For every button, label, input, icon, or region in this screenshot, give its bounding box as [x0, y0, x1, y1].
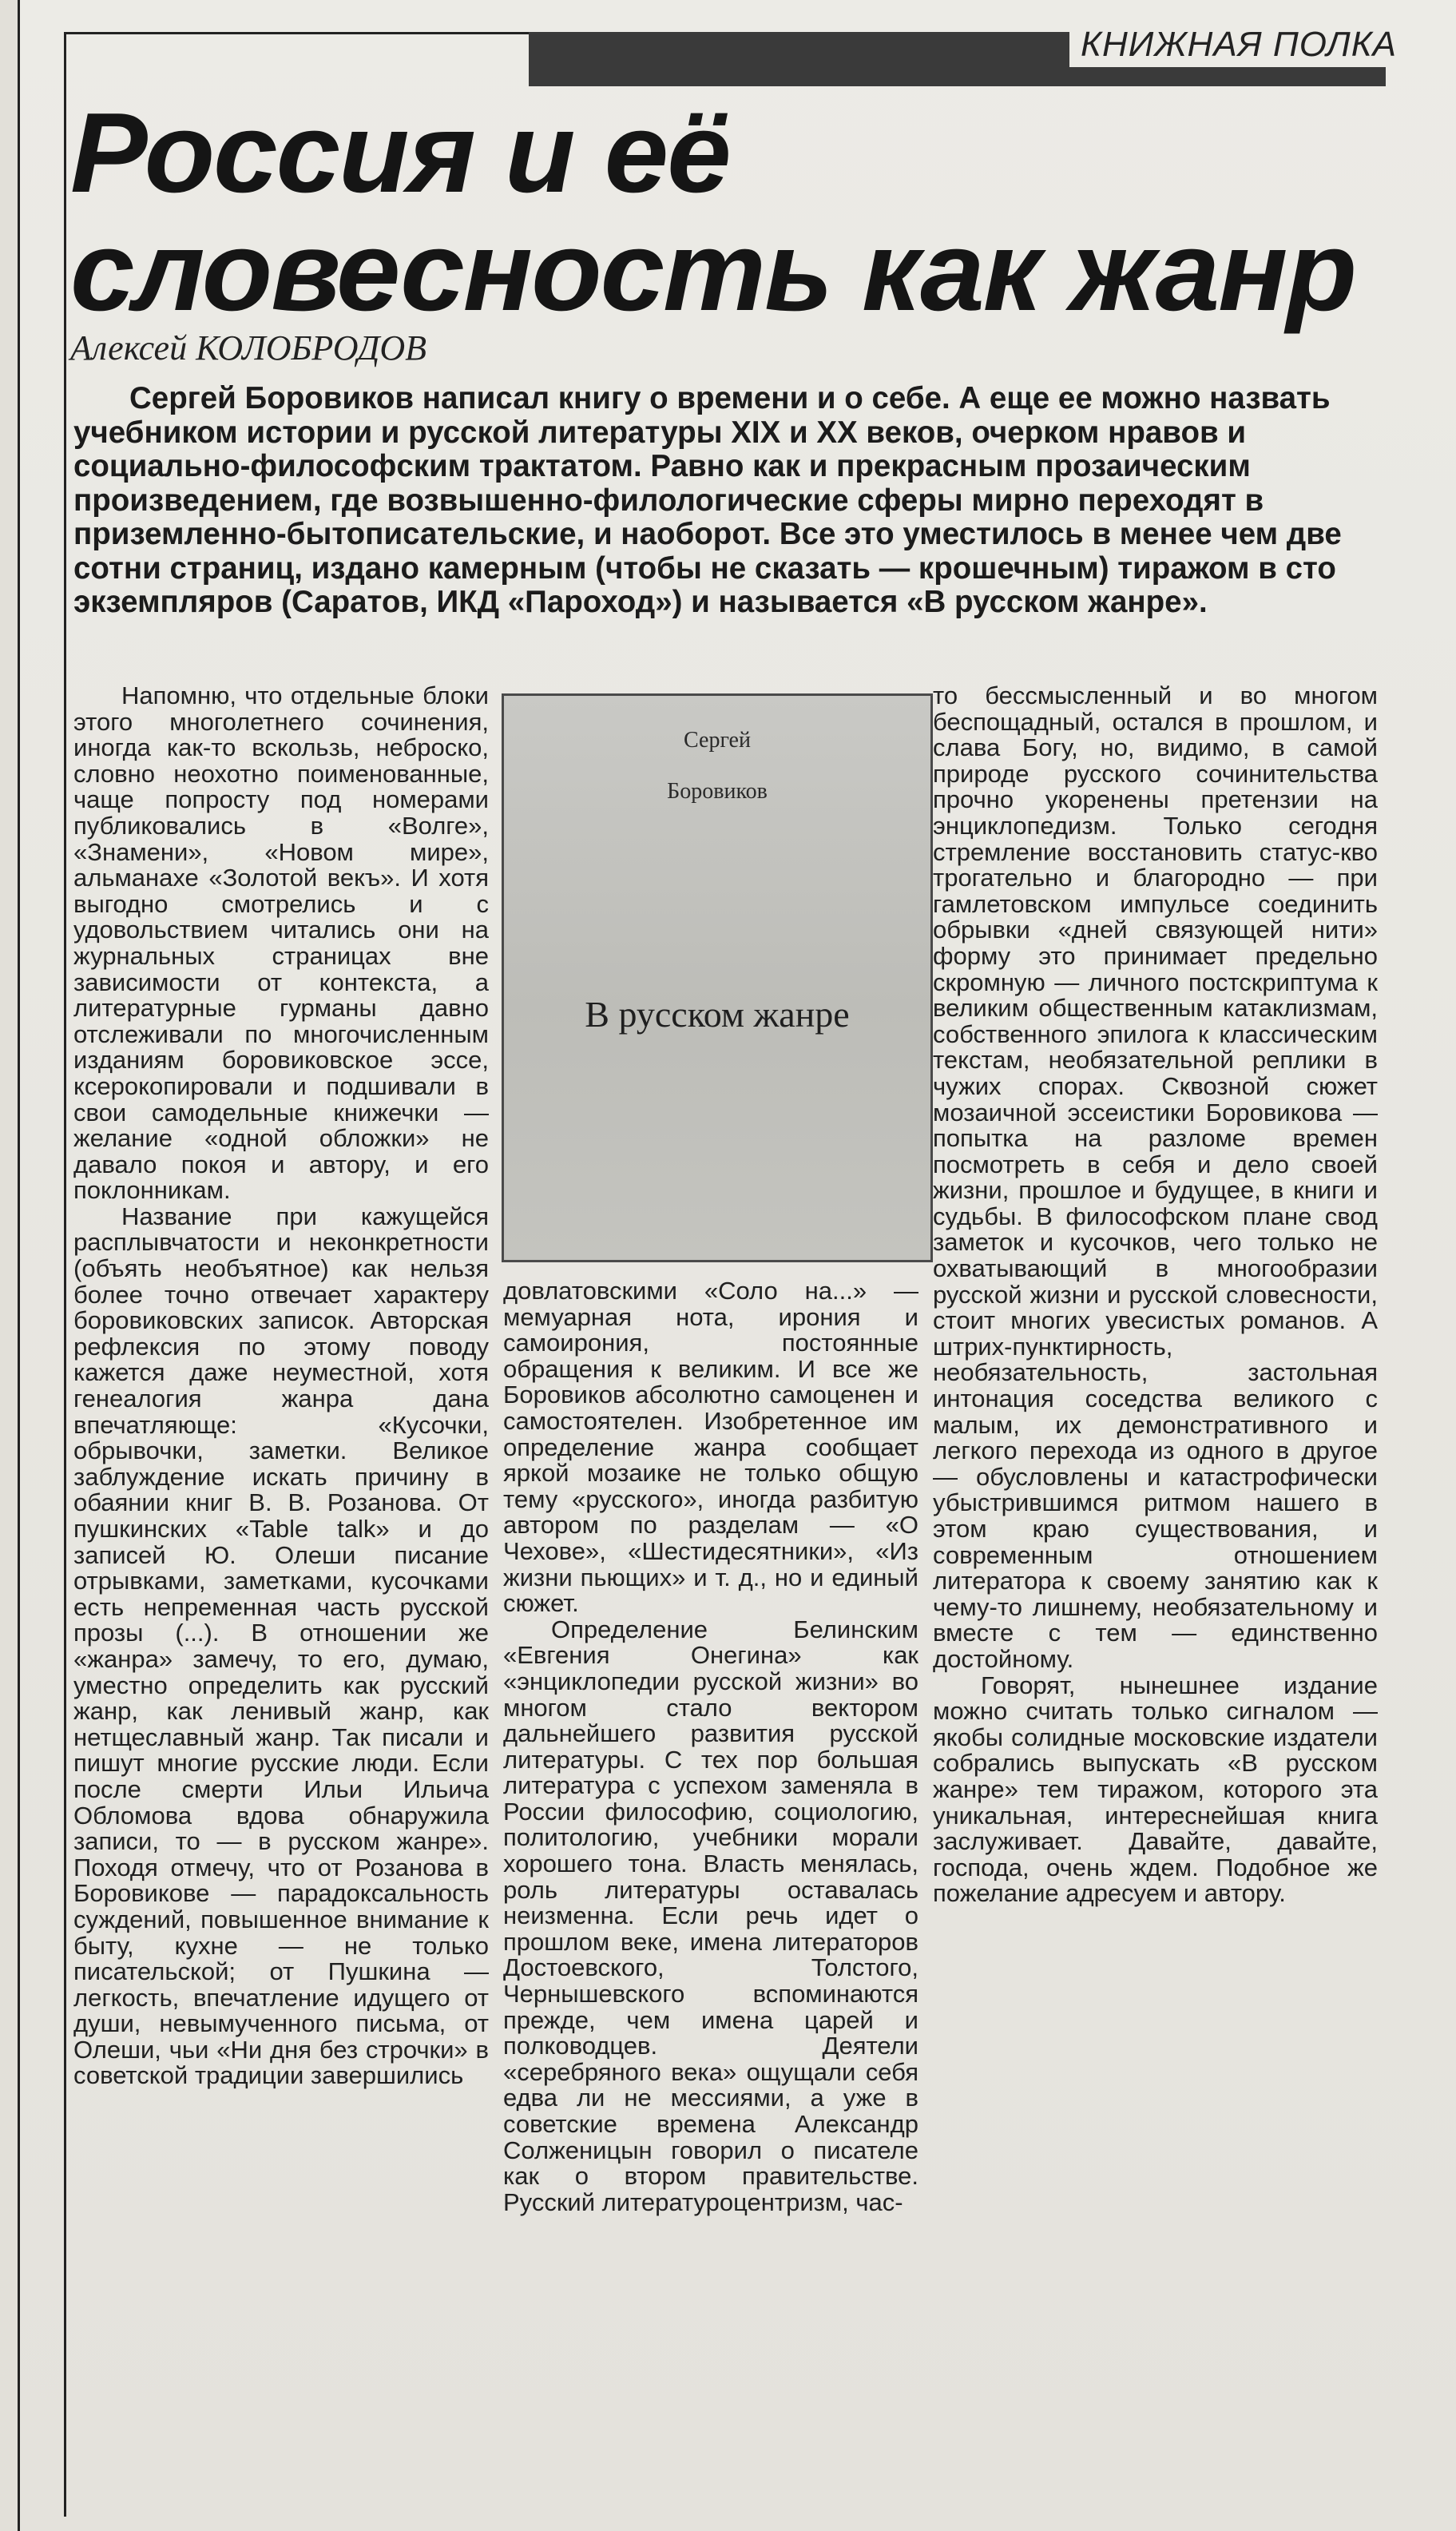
paragraph: довлатовскими «Соло на...» — мемуарная нота, ирония и самоирония, постоянные обращения к великим. И все же Боровиков абсолютно самоценен и самостоятелен. Изобретенное им определение жанра сообщает яркой мозаике не только общую тему «русского», иногда разбитую автором по разделам — «О Чехове», «Шестидесятники», «Из жизни пьющих» и т. д., но и единый сюжет. — [503, 1277, 918, 1618]
cover-author-last-name: Боровиков — [667, 779, 768, 804]
headline: Россия и её словесность как жанр — [70, 89, 1356, 335]
article-column-3 — [933, 683, 1378, 1907]
book-cover-image — [502, 693, 933, 1262]
paragraph: Название при кажущейся расплывчатости и неконкретности (объять необъятное) как нельзя более точно отвечает характеру боровиковских записок. Авторская рефлексия по этому поводу кажется даже неуместной, хотя генеалогия жанра дана впечатляюще: «Кусочки, обрывочки, заметки. Великое заблуждение искать причину в обаянии книг В. В. Розанова. От пушкинских «Table talk» и до записей Ю. Олеши писание отрывками, заметками, кусочками есть непременная часть русской прозы (...). В отношении же «жанра» замечу, то его, думаю, уместно определить как русский жанр, как ленивый жанр, как нетщеславный жанр. Так писали и пишут многие русские люди. Если после смерти Ильи Ильича Обломова вдова обнаружила записи, то — в русском жанре». Походя отмечу, что от Розанова в Боровикове — парадоксальность суждений, повышенное внимание к быту, кухне — не только писательской; от Пушкина — легкость, впечатление идущего от души, невымученного письма, от Олеши, чьи «Ни дня без строчки» в советской традиции завершились — [73, 1202, 489, 2090]
paragraph: Определение Белинским «Евгения Онегина» как «энциклопедии русской жизни» во многом стало вектором дальнейшего развития русской литературы. С тех пор большая литература с успехом заменяла в России философию, социологию, политологию, учебники морали хорошего тона. Власть менялась, роль литературы оставалась неизменна. Если речь идет о прошлом веке, имена литераторов Достоевского, Толстого, Чернышевского вспоминаются прежде, чем имена царей и полководцев. Деятели «серебряного века» ощущали себя едва ли не мессиями, а уже в советские времена Александр Солженицын говорил о писателе как о втором правительстве. Русский литературоцентризм, час- — [503, 1615, 918, 2216]
article-column-1 — [73, 683, 489, 2089]
byline-author: Алексей КОЛОБРОДОВ — [70, 328, 427, 368]
adjacent-column-edge — [0, 0, 20, 2531]
cover-author-first-name: Сергей — [684, 728, 751, 753]
frame-rule-left — [64, 32, 66, 2517]
paragraph: Напомню, что отдельные блоки этого многолетнего сочинения, иногда как-то вскользь, неброско, словно неохотно поименованные, чаще попросту под номерами публиковались в «Волге», «Знамени», «Новом мире», альманахе «Золотой векъ». И хотя выгодно смотрелись и с удовольствием читались они на журнальных страницах вне зависимости от контекста, а литературные гурманы давно отслеживали по многочисленным изданиям боровиковское эссе, ксерокопировали и подшивали в свои самодельные книжечки — желание «одной обложки» не давало покоя и автору, и его поклонникам. — [73, 681, 489, 1205]
paragraph: то бессмысленный и во многом беспощадный, остался в прошлом, и слава Богу, но, видимо, в самой природе русского сочинительства прочно укоренены претензии на энциклопедизм. Только сегодня стремление восстановить статус-кво трогательно и благородно — при гамлетовском импульсе соединить обрывки «дней связующей нити» форму это принимает предельно скромную — личного постскриптума к великим общественным катаклизмам, собственного эпилога к классическим текстам, необязательной реплики в чужих спорах. Сквозной сюжет мозаичной эссеистики Боровикова — попытка на разломе времен посмотреть в себя и дело своей жизни, прошлое и будущее, в книги и судьбы. В философском плане свод заметок и кусочков, чего только не охватывающий в многообразии русской жизни и русской словесности, стоит многих увесистых романов. А штрих-пунктирность, необязательность, застольная интонация соседства великого с малым, их демонстративного и легкого перехода из одного в другое — обусловлены и катастрофически убыстрившимся ритмом нашего в этом краю существования, и современным отношением литератора к своему занятию как к чему-то лишнему, необязательному и вместе с тем — единственно достойному. — [933, 681, 1378, 1673]
cover-title: В русском жанре — [585, 994, 850, 1035]
rubric-label: КНИЖНАЯ ПОЛКА — [1069, 22, 1408, 67]
lead-paragraph: Сергей Боровиков написал книгу о времени и о себе. А еще ее можно назвать учебником истории и русской литературы XIX и XX веков, очерком нравов и социально-философским трактатом. Равно как и прекрасным прозаическим произведением, где возвышенно-филологические сферы мирно переходят в приземленно-бытописательские, и наоборот. Все это уместилось в менее чем две сотни страниц, издано камерным (чтобы не сказать — крошечным) тиражом в сто экземпляров (Саратов, ИКД «Пароход») и называется «В русском жанре». — [73, 381, 1342, 619]
paragraph: Говорят, нынешнее издание можно считать только сигналом — якобы солидные московские издатели собрались выпускать «В русском жанре» тем тиражом, которого эта уникальная, интереснейшая книга заслуживает. Давайте, давайте, господа, очень ждем. Подобное же пожелание адресуем и автору. — [933, 1671, 1378, 1908]
article-column-2 — [503, 1278, 918, 2215]
